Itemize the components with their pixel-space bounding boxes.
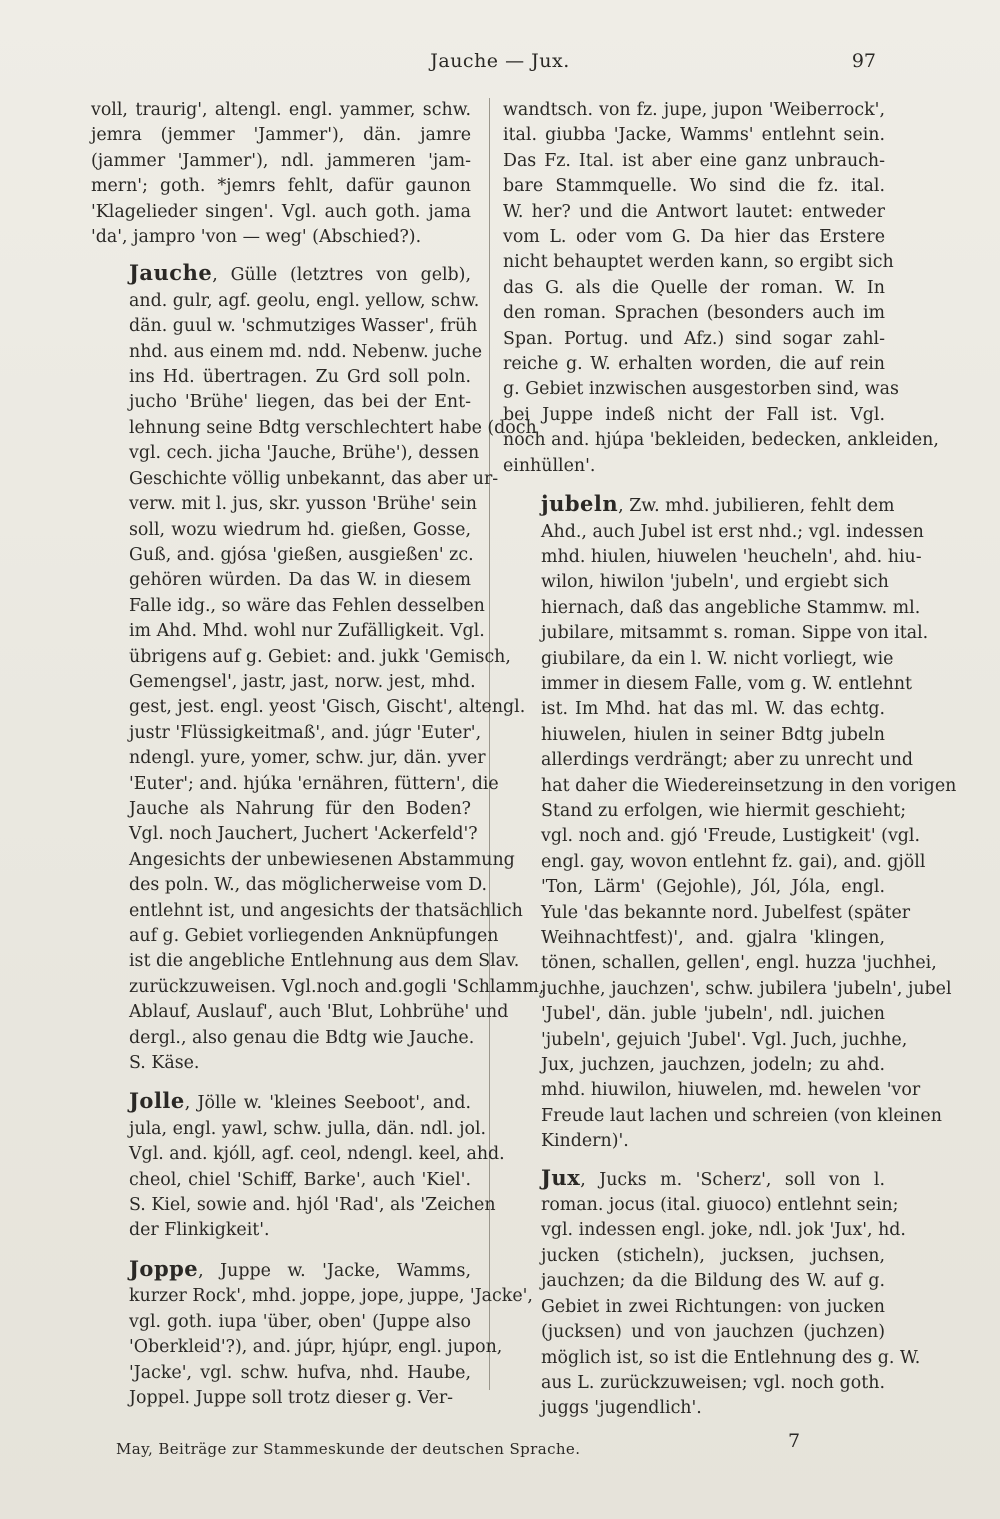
- text-line: vom L. oder vom G. Da hier das Erstere: [503, 227, 885, 248]
- text-line: wilon, hiwilon 'jubeln', und ergiebt sich: [541, 572, 889, 593]
- text-line: vgl. goth. iupa 'über, oben' (Juppe also: [129, 1311, 471, 1332]
- text-line: möglich ist, so ist die Entlehnung des g. W.: [541, 1347, 921, 1368]
- text-line: W. her? und die Antwort lautet: entweder: [503, 201, 885, 222]
- text-line: jucho 'Brühe' liegen, das bei der Ent-: [129, 392, 471, 413]
- headword: jubeln: [541, 491, 619, 517]
- text-line: jubilare, mitsammt s. roman. Sippe von ital.: [541, 623, 929, 644]
- text-line: jemra (jemmer 'Jammer'), dän. jamre: [91, 125, 471, 146]
- text-line: 'Euter'; and. hjúka 'ernähren, füttern', die: [129, 773, 499, 794]
- text-line: S. Käse.: [129, 1053, 200, 1074]
- text-line: bei Juppe indeß nicht der Fall ist. Vgl.: [503, 404, 885, 425]
- text-line: Ablauf, Auslauf', auch 'Blut, Lohbrühe' und: [129, 1002, 509, 1023]
- text-line: juggs 'jugendlich'.: [541, 1398, 702, 1419]
- text-line: gest, jest. engl. yeost 'Gisch, Gischt', altengl.: [129, 697, 526, 718]
- text-line: aus L. zurückzuweisen; vgl. noch goth.: [541, 1372, 885, 1393]
- text-line: das G. als die Quelle der roman. W. In: [503, 277, 885, 298]
- line-text: Jölle w. 'kleines Seeboot', and.: [197, 1093, 471, 1114]
- text-line: ital. giubba 'Jacke, Wamms' entlehnt sein.: [503, 125, 885, 146]
- text-line: Weihnachtfest)', and. gjalra 'klingen,: [541, 928, 885, 948]
- text-line: Stand zu erfolgen, wie hiermit geschieht;: [541, 800, 907, 821]
- text-line: justr 'Flüssigkeitmaß', and. júgr 'Euter',: [129, 722, 482, 743]
- text-line: and. gulr, agf. geolu, engl. yellow, schw.: [129, 290, 480, 311]
- text-line: im Ahd. Mhd. wohl nur Zufälligkeit. Vgl.: [129, 621, 485, 642]
- text-line: zurückzuweisen. Vgl.noch and.gogli 'Schlamm,: [129, 976, 545, 997]
- text-line: wandtsch. von fz. jupe, jupon 'Weiberrock',: [503, 100, 885, 120]
- continued-entry: [91, 98, 471, 250]
- page-number: 97: [851, 50, 876, 72]
- text-line: juchhe, jauchzen', schw. jubilera 'jubeln', jubel: [541, 978, 952, 999]
- entry-jauche: [91, 260, 545, 1076]
- running-head: [0, 46, 1000, 76]
- text-line: 'Jacke', vgl. schw. hufva, nhd. Haube,: [129, 1362, 471, 1383]
- entry-joppe: [91, 1255, 533, 1411]
- text-line: Vgl. noch Jauchert, Juchert 'Ackerfeld'?: [129, 824, 478, 845]
- text-line: immer in diesem Falle, vom g. W. entlehnt: [541, 673, 913, 694]
- left-column: [91, 98, 545, 1411]
- text-line: Vgl. and. kjóll, agf. ceol, ndengl. keel, ahd.: [129, 1144, 505, 1165]
- sheet-signature: 7: [788, 1430, 801, 1452]
- text-line: jauchzen; da die Bildung des W. auf g.: [541, 1271, 885, 1292]
- text-line: vgl. indessen engl. joke, ndl. jok 'Jux', hd.: [541, 1220, 906, 1241]
- text-line: vgl. cech. jicha 'Jauche, Brühe'), dessen: [129, 443, 480, 464]
- text-line: mhd. hiuwilon, hiuwelen, md. hewelen 'vor: [541, 1080, 921, 1101]
- text-line: Jux, Jucks m. 'Scherz', soll von l.: [541, 1164, 885, 1190]
- text-line: dän. guul w. 'schmutziges Wasser', früh: [129, 316, 478, 337]
- text-line: cheol, chiel 'Schiff, Barke', auch 'Kiel'.: [129, 1169, 471, 1190]
- text-line: (jucksen) und von jauchzen (juchzen): [541, 1322, 885, 1343]
- text-line: nicht behauptet werden kann, so ergibt sich: [503, 252, 894, 273]
- text-line: Geschichte völlig unbekannt, das aber ur-: [129, 468, 499, 489]
- text-line: 'da', jampro 'von — weg' (Abschied?).: [91, 227, 422, 248]
- text-line: soll, wozu wiedrum hd. gießen, Gosse,: [129, 519, 471, 540]
- text-line: roman. jocus (ital. giuoco) entlehnt sein;: [541, 1195, 899, 1216]
- text-line: Span. Portug. und Afz.) sind sogar zahl-: [503, 328, 885, 349]
- text-line: übrigens auf g. Gebiet: and. jukk 'Gemisch,: [129, 646, 511, 667]
- text-line: ins Hd. übertragen. Zu Grd soll poln.: [129, 367, 471, 388]
- line-text: Zw. mhd. jubilieren, fehlt dem: [629, 496, 895, 517]
- text-line: noch and. hjúpa 'bekleiden, bedecken, ankleiden,: [503, 430, 939, 451]
- text-line: giubilare, da ein l. W. nicht vorliegt, wie: [541, 648, 894, 669]
- text-line: mhd. hiulen, hiuwelen 'heucheln', ahd. hiu-: [541, 546, 922, 567]
- text-line: reiche g. W. erhalten worden, die auf rein: [503, 354, 885, 375]
- running-title: Jauche — Jux.: [430, 50, 570, 72]
- line-text: Jucks m. 'Scherz', soll von l.: [599, 1169, 885, 1190]
- text-line: Das Fz. Ital. ist aber eine ganz unbrauch-: [503, 150, 885, 171]
- text-line: 'Oberkleid'?), and. júpr, hjúpr, engl. jupon,: [129, 1337, 503, 1358]
- text-line: gehören würden. Da das W. in diesem: [129, 570, 471, 591]
- text-line: Jolle, Jölle w. 'kleines Seeboot', and.: [129, 1088, 471, 1114]
- text-line: 'jubeln', gejuich 'Jubel'. Vgl. Juch, juchhe,: [541, 1029, 908, 1050]
- headword: Jolle: [129, 1088, 185, 1114]
- text-line: Jauche, Gülle (letztres von gelb),: [129, 260, 471, 286]
- text-line: tönen, schallen, gellen', engl. huzza 'juchhei,: [541, 953, 937, 974]
- text-line: entlehnt ist, und angesichts der thatsächlich: [129, 900, 523, 921]
- text-line: Yule 'das bekannte nord. Jubelfest (später: [541, 902, 911, 923]
- text-line: den roman. Sprachen (besonders auch im: [503, 303, 885, 324]
- text-line: auf g. Gebiet vorliegenden Anknüpfungen: [129, 926, 499, 946]
- text-line: 'Jubel', dän. juble 'jubeln', ndl. juichen: [541, 1004, 885, 1025]
- text-line: (jammer 'Jammer'), ndl. jammeren 'jam-: [91, 150, 471, 171]
- text-line: dergl., also genau die Bdtg wie Jauche.: [129, 1027, 475, 1048]
- text-line: jucken (sticheln), jucksen, juchsen,: [541, 1245, 885, 1266]
- text-line: Falle idg., so wäre das Fehlen desselben: [129, 595, 485, 616]
- text-line: g. Gebiet inzwischen ausgestorben sind, was: [503, 379, 899, 400]
- text-line: Angesichts der unbewiesenen Abstammung: [129, 849, 515, 870]
- text-line: hat daher die Wiedereinsetzung in den vorigen: [541, 775, 957, 796]
- continued-entry-joppe: [503, 98, 939, 479]
- text-line: Joppe, Juppe w. 'Jacke, Wamms,: [129, 1255, 472, 1281]
- text-line: S. Kiel, sowie and. hjól 'Rad', als 'Zeichen: [129, 1195, 496, 1216]
- text-line: Freude laut lachen und schreien (von kleinen: [541, 1105, 942, 1126]
- text-line: kurzer Rock', mhd. joppe, jope, juppe, 'Jacke',: [129, 1286, 533, 1307]
- text-line: Gemengsel', jastr, jast, norw. jest, mhd.: [129, 671, 476, 692]
- text-line: 'Klagelieder singen'. Vgl. auch goth. jama: [91, 201, 471, 222]
- right-column: [503, 98, 957, 1422]
- headword: Jauche: [129, 260, 213, 286]
- text-line: Ahd., auch Jubel ist erst nhd.; vgl. indessen: [541, 521, 924, 542]
- text-line: des poln. W., das möglicherweise vom D.: [129, 875, 488, 896]
- headword: Jux: [541, 1164, 581, 1190]
- text-line: einhüllen'.: [503, 455, 596, 476]
- headword: Joppe: [129, 1255, 199, 1281]
- entry-jux: [503, 1164, 921, 1422]
- text-line: allerdings verdrängt; aber zu unrecht und: [541, 750, 914, 771]
- text-line: mern'; goth. *jemrs fehlt, dafür gaunon: [91, 176, 471, 197]
- text-line: nhd. aus einem md. ndd. Nebenw. juche: [129, 341, 483, 362]
- text-line: lehnung seine Bdtg verschlechtert habe (doch: [129, 417, 537, 438]
- text-line: ist die angebliche Entlehnung aus dem Slav.: [129, 951, 520, 972]
- text-line: ndengl. yure, yomer, schw. jur, dän. yver: [129, 748, 486, 769]
- text-line: jula, engl. yawl, schw. julla, dän. ndl. jol.: [129, 1118, 487, 1139]
- text-line: engl. gay, wovon entlehnt fz. gai), and. gjöll: [541, 851, 926, 872]
- entry-jubeln: [503, 491, 957, 1155]
- text-line: verw. mit l. jus, skr. yusson 'Brühe' sein: [129, 494, 477, 515]
- text-line: Joppel. Juppe soll trotz dieser g. Ver-: [129, 1387, 454, 1408]
- line-text: Gülle (letztres von gelb),: [230, 265, 471, 286]
- text-line: hiernach, daß das angebliche Stammw. ml.: [541, 597, 921, 618]
- text-line: 'Ton, Lärm' (Gejohle), Jól, Jóla, engl.: [541, 877, 885, 898]
- text-line: der Flinkigkeit'.: [129, 1220, 270, 1241]
- entry-jolle: [91, 1088, 505, 1243]
- text-line: bare Stammquelle. Wo sind die fz. ital.: [503, 176, 885, 197]
- text-line: jubeln, Zw. mhd. jubilieren, fehlt dem: [541, 491, 895, 517]
- text-line: Kindern)'.: [541, 1131, 629, 1152]
- text-line: ist. Im Mhd. hat das ml. W. das echtg.: [541, 699, 885, 720]
- text-line: Jux, juchzen, jauchzen, jodeln; zu ahd.: [541, 1055, 885, 1076]
- text-line: Gebiet in zwei Richtungen: von jucken: [541, 1296, 885, 1317]
- text-line: voll, traurig', altengl. engl. yammer, schw.: [91, 100, 471, 120]
- text-line: Jauche als Nahrung für den Boden?: [129, 798, 471, 819]
- line-text: Juppe w. 'Jacke, Wamms,: [220, 1260, 472, 1281]
- footer-signature-line: May, Beiträge zur Stammeskunde der deutschen Sprache.: [116, 1440, 581, 1458]
- text-line: vgl. noch and. gjó 'Freude, Lustigkeit' (vgl.: [541, 826, 921, 847]
- text-line: hiuwelen, hiulen in seiner Bdtg jubeln: [541, 724, 885, 745]
- text-line: Guß, and. gjósa 'gießen, ausgießen' zc.: [129, 544, 474, 565]
